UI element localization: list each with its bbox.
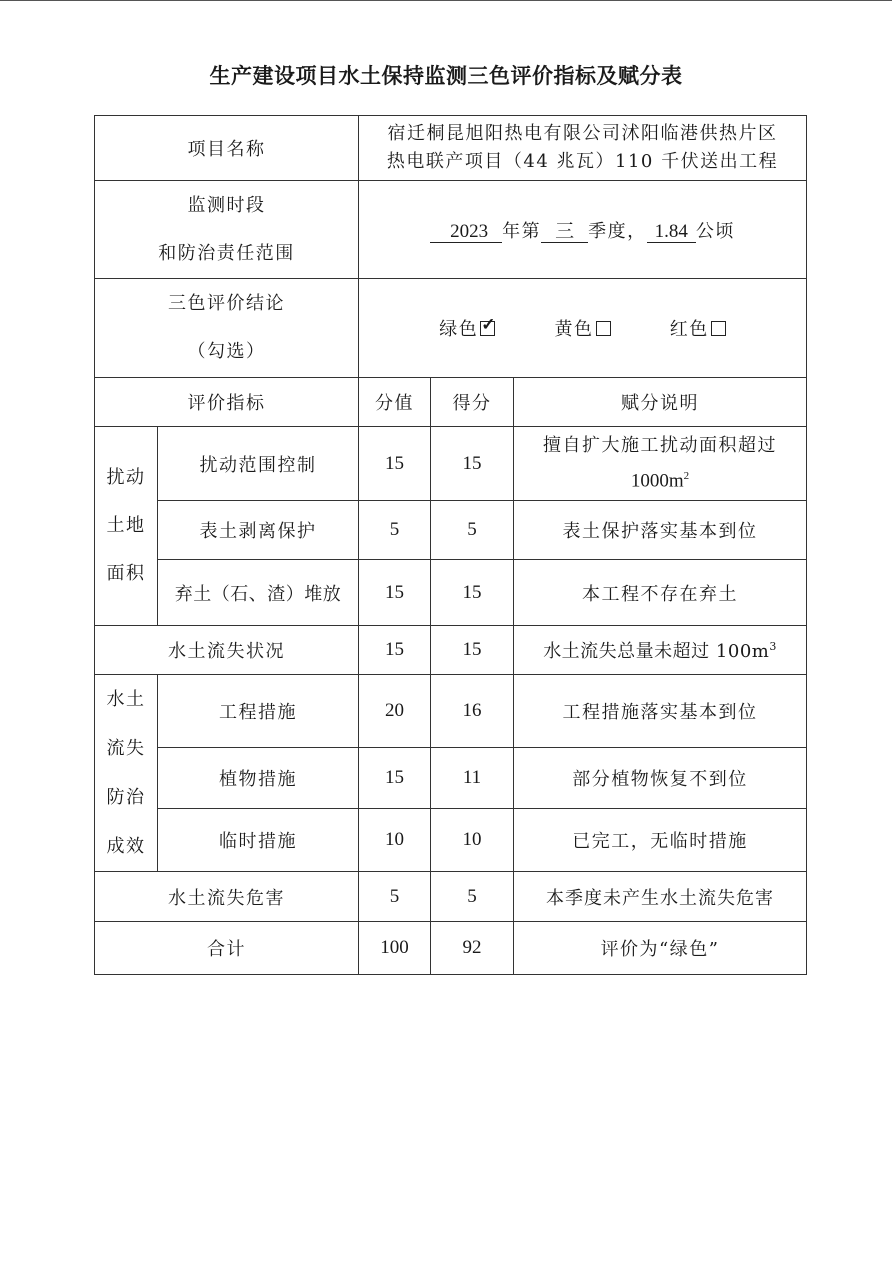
table-row — [95, 501, 807, 560]
table-row — [95, 626, 807, 675]
document-title: 生产建设项目水土保持监测三色评价指标及赋分表 — [209, 64, 683, 88]
row-score: 15 — [431, 427, 514, 501]
row-note: 已完工，无临时措施 — [514, 809, 807, 872]
conclusion-label-line1: 三色评价结论 — [168, 293, 285, 314]
table-row — [95, 675, 807, 748]
group2-label-line: 成效 — [106, 836, 146, 857]
project-name-line2: 热电联产项目（44 兆瓦）110 千伏送出工程 — [386, 151, 779, 172]
row-note: 工程措施落实基本到位 — [514, 675, 807, 748]
option-green-checkbox[interactable] — [480, 315, 496, 336]
conclusion-label-cell — [95, 279, 359, 378]
header-note: 赋分说明 — [514, 378, 807, 427]
period-label-line2: 和防治责任范围 — [158, 242, 295, 264]
row-value: 15 — [359, 560, 431, 626]
option-red-checkbox[interactable] — [711, 321, 726, 336]
row-note — [514, 427, 807, 501]
row-note-sup: 3 — [769, 640, 777, 653]
row-score: 16 — [431, 675, 514, 748]
row-name: 表土剥离保护 — [158, 501, 359, 560]
table-row — [95, 560, 807, 626]
group1-label-line: 土地 — [106, 515, 146, 536]
project-name-line1: 宿迁桐昆旭阳热电有限公司沭阳临港供热片区 — [387, 123, 778, 144]
row-note-sup: 2 — [683, 469, 690, 482]
option-red[interactable] — [670, 315, 726, 341]
option-green-label: 绿色 — [439, 319, 479, 340]
table-row-period — [95, 181, 807, 279]
period-quarter: 三 — [541, 222, 588, 243]
row-note-line2: 1000m — [630, 470, 684, 492]
row-note: 部分植物恢复不到位 — [514, 748, 807, 809]
row-value: 15 — [359, 748, 431, 809]
total-score: 92 — [431, 922, 514, 975]
row-value: 5 — [359, 872, 431, 922]
option-green[interactable] — [439, 315, 495, 341]
row-name: 水土流失状况 — [95, 626, 359, 675]
row-name: 扰动范围控制 — [158, 427, 359, 501]
table-row-project — [95, 116, 807, 181]
row-value: 5 — [359, 501, 431, 560]
row-value: 20 — [359, 675, 431, 748]
row-note-line1: 擅自扩大施工扰动面积超过 — [543, 434, 778, 456]
option-yellow-checkbox[interactable] — [596, 321, 611, 336]
option-yellow[interactable] — [555, 315, 611, 341]
period-label-line1: 监测时段 — [187, 194, 266, 216]
table-header-row — [95, 378, 807, 427]
row-note — [514, 626, 807, 675]
period-area: 1.84 — [647, 222, 696, 243]
period-label-cell — [95, 181, 359, 279]
row-note-text: 水土流失总量未超过 100m — [543, 641, 770, 662]
header-value: 分值 — [359, 378, 431, 427]
total-note: 评价为“绿色” — [514, 922, 807, 975]
row-score: 5 — [431, 872, 514, 922]
group1-label-line: 扰动 — [106, 467, 146, 488]
group1-label-cell — [95, 427, 158, 626]
table-row — [95, 809, 807, 872]
project-label: 项目名称 — [187, 139, 266, 160]
row-name: 临时措施 — [158, 809, 359, 872]
row-score: 10 — [431, 809, 514, 872]
group2-label-line: 流失 — [106, 738, 146, 759]
page-top-rule — [0, 0, 892, 1]
table-row — [95, 427, 807, 501]
row-name: 工程措施 — [158, 675, 359, 748]
header-score: 得分 — [431, 378, 514, 427]
project-name-cell — [359, 116, 807, 181]
row-value: 15 — [359, 427, 431, 501]
group2-label-line: 水土 — [106, 689, 146, 710]
row-score: 11 — [431, 748, 514, 809]
period-value-cell — [359, 181, 807, 279]
group1-label-line: 面积 — [106, 563, 146, 584]
row-score: 15 — [431, 560, 514, 626]
row-score: 15 — [431, 626, 514, 675]
table-row — [95, 748, 807, 809]
group2-label-line: 防治 — [106, 787, 146, 808]
row-name: 水土流失危害 — [95, 872, 359, 922]
period-area-unit: 公顷 — [695, 220, 735, 242]
conclusion-label-line2: （勾选） — [187, 341, 266, 362]
row-name: 弃土（石、渣）堆放 — [158, 560, 359, 626]
conclusion-options-cell — [359, 279, 807, 378]
table-row-conclusion — [95, 279, 807, 378]
group2-label-cell — [95, 675, 158, 872]
total-value: 100 — [359, 922, 431, 975]
row-name: 植物措施 — [158, 748, 359, 809]
period-year-suffix: 年第 — [502, 220, 542, 242]
period-year: 2023 — [430, 222, 502, 243]
table-row — [95, 872, 807, 922]
row-note: 本季度未产生水土流失危害 — [514, 872, 807, 922]
header-indicator: 评价指标 — [95, 378, 359, 427]
check-mark-icon: ✓ — [481, 315, 496, 335]
row-note: 表土保护落实基本到位 — [514, 501, 807, 560]
total-name: 合计 — [95, 922, 359, 975]
row-note: 本工程不存在弃土 — [514, 560, 807, 626]
row-value: 15 — [359, 626, 431, 675]
row-value: 10 — [359, 809, 431, 872]
evaluation-table — [94, 115, 807, 975]
table-row-total — [95, 922, 807, 975]
option-red-label: 红色 — [669, 319, 709, 340]
period-quarter-suffix: 季度， — [588, 220, 647, 242]
row-score: 5 — [431, 501, 514, 560]
option-yellow-label: 黄色 — [554, 319, 594, 340]
project-label-cell — [95, 116, 359, 181]
